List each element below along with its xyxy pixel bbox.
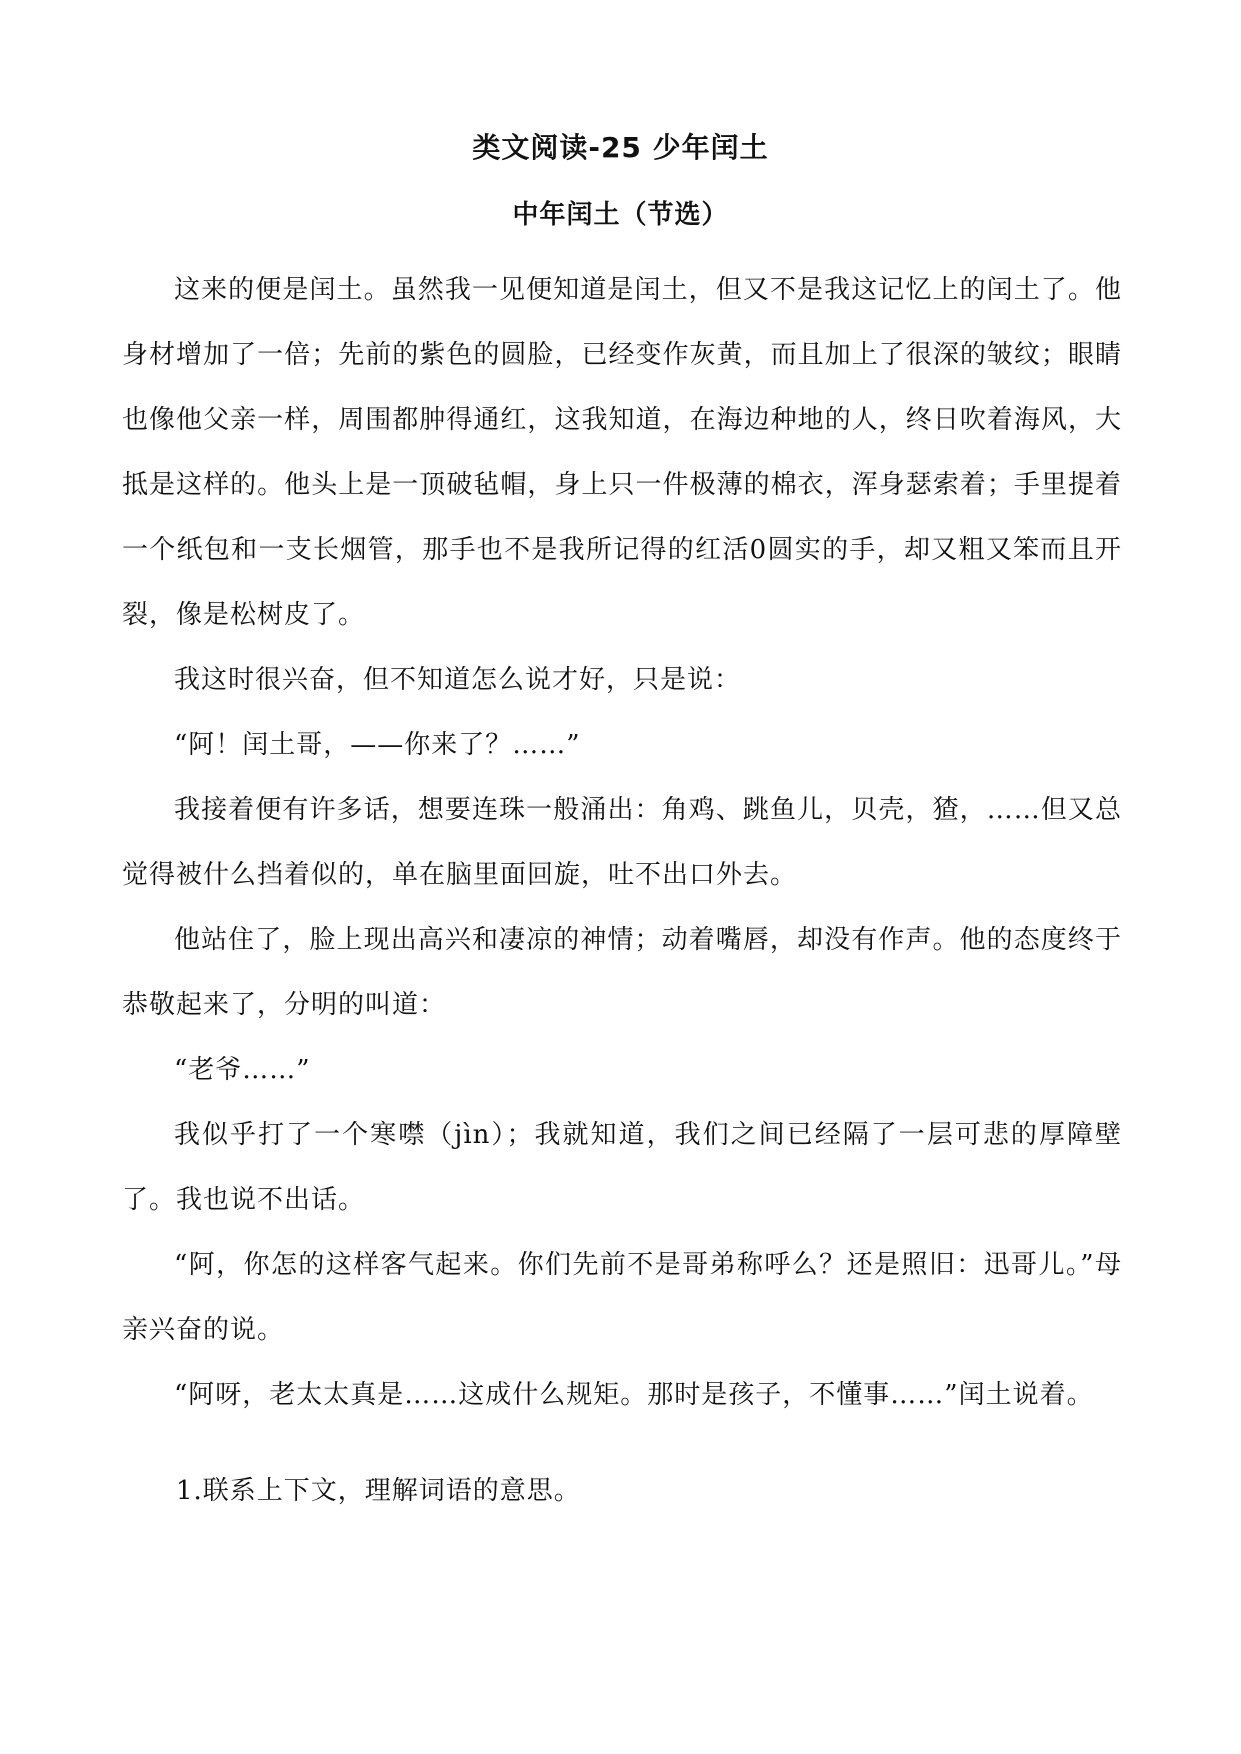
- paragraph: “阿！闰土哥，——你来了？……”: [174, 730, 581, 760]
- document-title: 类文阅读-25 少年闰土: [472, 131, 769, 164]
- paragraph: “老爷……”: [174, 1055, 311, 1085]
- paragraph: 我这时很兴奋，但不知道怎么说才好，只是说：: [174, 665, 742, 695]
- paragraph: “阿，你怎的这样客气起来。你们先前不是哥弟称呼么？还是照旧：迅哥儿。”母亲兴奋的说。: [122, 1250, 1122, 1345]
- passage-body: [122, 258, 1122, 1428]
- paragraph: 他站住了，脸上现出高兴和凄凉的神情；动着嘴唇，却没有作声。他的态度终于恭敬起来了，分明的叫道：: [122, 925, 1122, 1020]
- paragraph: 我接着便有许多话，想要连珠一般涌出：角鸡、跳鱼儿，贝壳，猹，……但又总觉得被什么挡着似的，单在脑里面回旋，吐不出口外去。: [122, 795, 1122, 890]
- paragraph: 这来的便是闰土。虽然我一见便知道是闰土，但又不是我这记忆上的闰土了。他身材增加了一倍；先前的紫色的圆脸，已经变作灰黄，而且加上了很深的皱纹；眼睛也像他父亲一样，周围都肿得通红，这我知道，在海边种地的人，终日吹着海风，大抵是这样的。他头上是一顶破毡帽，身上只一件极薄的棉衣，浑身瑟索着；手里提着一个纸包和一支长烟管，那手也不是我所记得的红活0圆实的手，却又粗又笨而且开裂，像是松树皮了。: [122, 275, 1122, 630]
- passage-title: 中年闰土（节选）: [512, 200, 729, 230]
- paragraph: 我似乎打了一个寒噤（jìn）；我就知道，我们之间已经隔了一层可悲的厚障壁了。我也说不出话。: [122, 1120, 1122, 1215]
- question-1: 1.联系上下文，理解词语的意思。: [176, 1476, 581, 1506]
- paragraph: “阿呀，老太太真是……这成什么规矩。那时是孩子，不懂事……”闰土说着。: [174, 1380, 1094, 1410]
